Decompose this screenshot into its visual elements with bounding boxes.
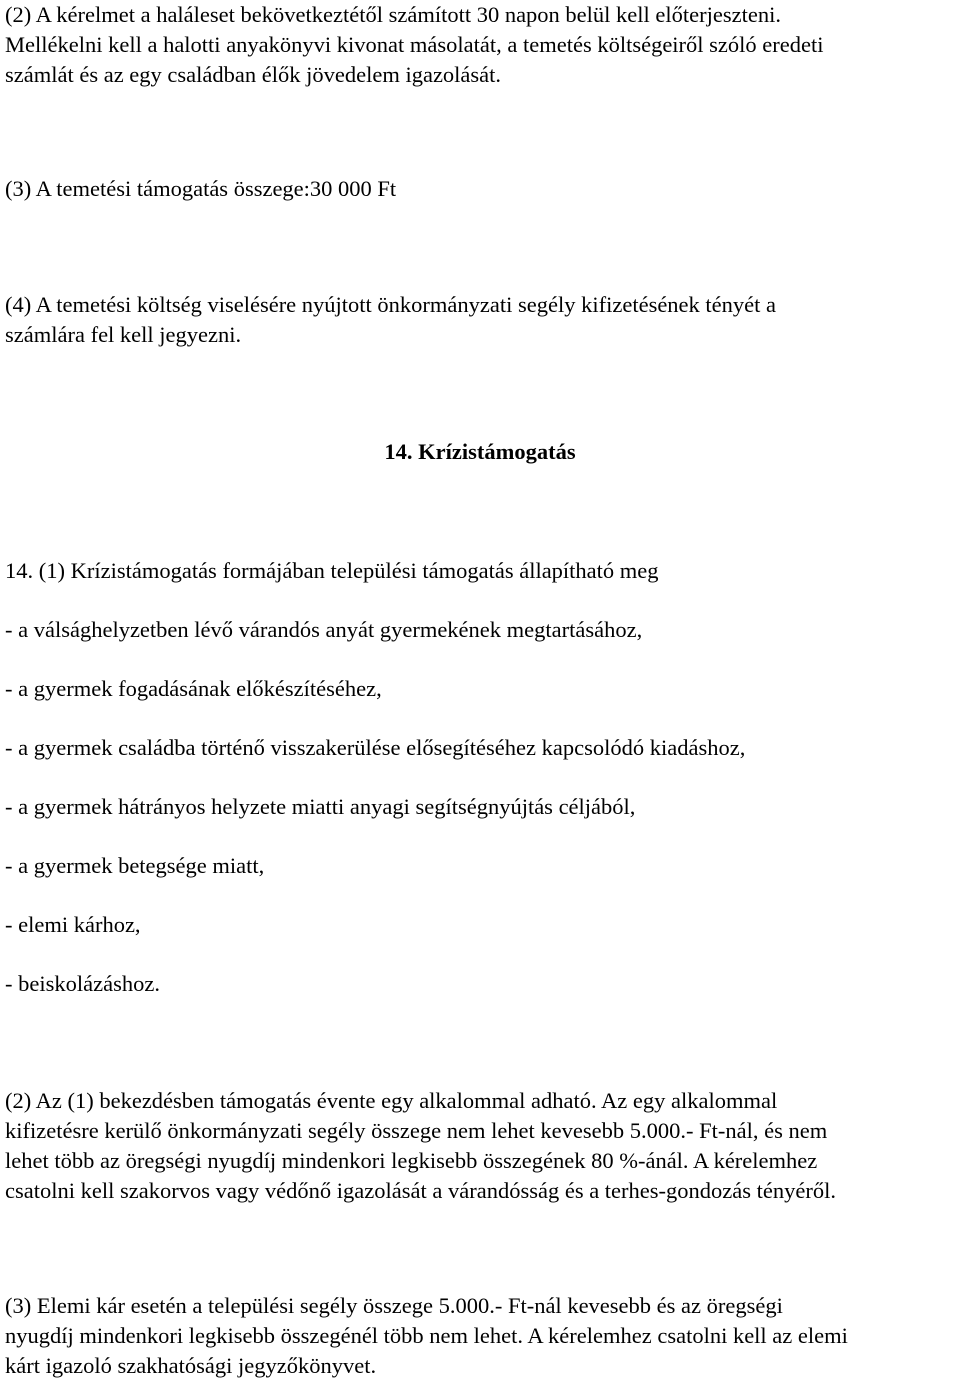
list-item-text: - a válsághelyzetben lévő várandós anyát gyermekének megtartásához, [5, 617, 643, 642]
list-item [5, 851, 956, 881]
list-item-text: - a gyermek hátrányos helyzete miatti anyagi segítségnyújtás céljából, [5, 794, 636, 819]
section-paragraph-3 [5, 1291, 956, 1381]
text-line: 14. (1) Krízistámogatás formájában települési támogatás állapítható meg [5, 558, 659, 583]
text-line: Mellékelni kell a halotti anyakönyvi kivonat másolatát, a temetés költségeiről szóló eredeti [5, 32, 824, 57]
text-line: számlára fel kell jegyezni. [5, 322, 242, 347]
text-line: (2) Az (1) bekezdésben támogatás évente egy alkalommal adható. Az egy alkalommal [5, 1088, 778, 1113]
text-line: (2) A kérelmet a haláleset bekövetkeztétől számított 30 napon belül kell előterjeszteni. [5, 2, 781, 27]
paragraph-2 [5, 0, 956, 90]
text-line: csatolni kell szakorvos vagy védőnő igazolását a várandósság és a terhes-gondozás tényéről. [5, 1178, 836, 1203]
text-line: számlát és az egy családban élők jövedelem igazolását. [5, 62, 502, 87]
list-item-text: - beiskolázáshoz. [5, 971, 160, 996]
text-line: (3) A temetési támogatás összege:30 000 Ft [5, 176, 397, 201]
text-line: kifizetésre kerülő önkormányzati segély összege nem lehet kevesebb 5.000.- Ft-nál, és nem [5, 1118, 828, 1143]
text-line: nyugdíj mindenkori legkisebb összegénél több nem lehet. A kérelemhez csatolni kell az elemi [5, 1323, 848, 1348]
section-heading: 14. Krízistámogatás [384, 439, 576, 464]
list-item [5, 969, 956, 999]
list-item-text: - a gyermek családba történő visszakerülése elősegítéséhez kapcsolódó kiadáshoz, [5, 735, 746, 760]
list-item [5, 733, 956, 763]
paragraph-3 [5, 174, 956, 204]
list-item [5, 910, 956, 940]
text-line: (4) A temetési költség viselésére nyújtott önkormányzati segély kifizetésének tényét a [5, 292, 777, 317]
paragraph-4 [5, 290, 956, 350]
list-item-text: - a gyermek fogadásának előkészítéséhez, [5, 676, 382, 701]
section-intro [5, 556, 956, 586]
list-item [5, 674, 956, 704]
list-item [5, 615, 956, 645]
text-line: lehet több az öregségi nyugdíj mindenkori legkisebb összegének 80 %-ánál. A kérelemhez [5, 1148, 818, 1173]
text-line: (3) Elemi kár esetén a települési segély összege 5.000.- Ft-nál kevesebb és az öregségi [5, 1293, 783, 1318]
list-item-text: - a gyermek betegsége miatt, [5, 853, 265, 878]
section-paragraph-2 [5, 1086, 956, 1206]
list-item-text: - elemi kárhoz, [5, 912, 141, 937]
text-line: kárt igazoló szakhatósági jegyzőkönyvet. [5, 1353, 377, 1378]
list-item [5, 792, 956, 822]
